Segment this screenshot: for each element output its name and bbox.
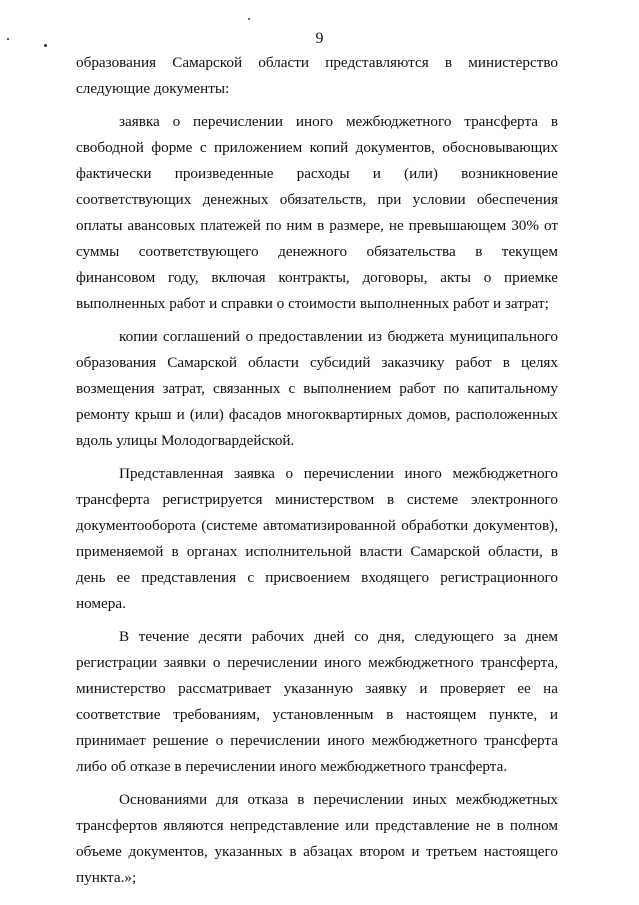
paragraph-registration: Представленная заявка о перечислении иного межбюджетного трансферта регистрируется министерством в системе электронного документооборота (системе автоматизированной обработки документов), применяемой в органах исполнительной власти Самарской области, в день ее представления с присвоением входящего регистрационного номера. [76, 465, 558, 612]
document-body [76, 50, 558, 891]
page-number: 9 [315, 30, 324, 47]
paragraph-agreement-copies: копии соглашений о предоставлении из бюджета муниципального образования Самарской области субсидий заказчику работ в целях возмещения затрат, связанных с выполнением работ по капитальному ремонту крыш и (или) фасадов многоквартирных домов, расположенных вдоль улицы Молодогвардейской. [76, 328, 558, 449]
paragraph-refusal-grounds: Основаниями для отказа в перечислении иных межбюджетных трансфертов являются непредставление или представление не в полном объеме документов, указанных в абзацах втором и третьем настоящего пункта.»; [76, 791, 558, 886]
paragraph-application: заявка о перечислении иного межбюджетного трансферта в свободной форме с приложением копий документов, обосновывающих фактически произведенные расходы и (или) возникновение соответствующих денежных обязательств, при условии обеспечения оплаты авансовых платежей по ним в размере, не превышающем 30% от суммы соответствующего денежного обязательства в текущем финансовом году, включая контракты, договоры, акты о приемке выполненных работ и справки о стоимости выполненных работ и затрат; [76, 113, 558, 312]
scan-speck [44, 44, 47, 47]
paragraph-review-period: В течение десяти рабочих дней со дня, следующего за днем регистрации заявки о перечислении иного межбюджетного трансферта, министерство рассматривает указанную заявку и проверяет ее на соответствие требованиям, установленным в настоящем пункте, и принимает решение о перечислении иного межбюджетного трансферта либо об отказе в перечислении иного межбюджетного трансферта. [76, 628, 558, 775]
paragraph-continuation: образования Самарской области представляются в министерство следующие документы: [76, 54, 558, 97]
scan-speck [248, 18, 250, 20]
scan-speck [7, 38, 9, 40]
